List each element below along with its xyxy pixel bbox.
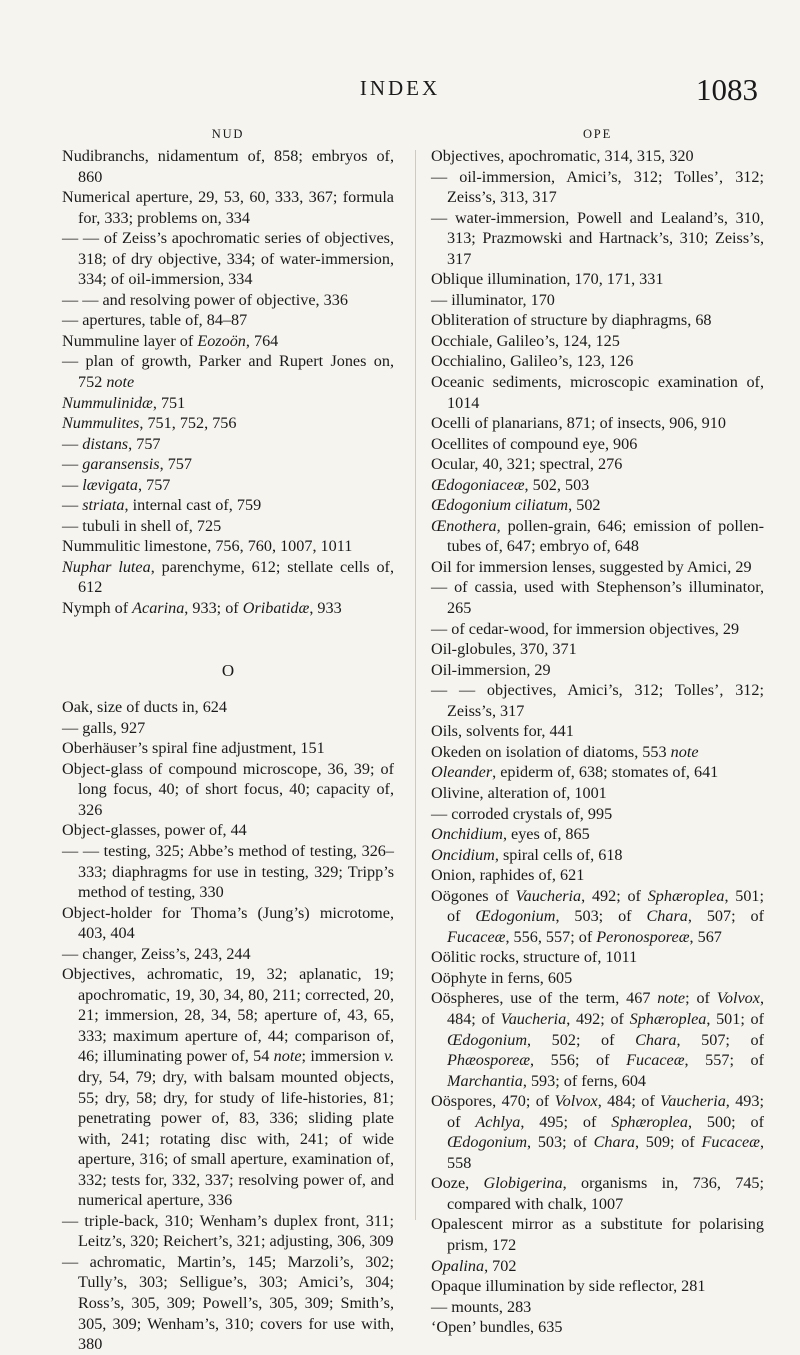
index-entry: Obliteration of structure by diaphragms, 68 [431, 311, 712, 330]
index-entry: Nymph of Acarina, 933; of Oribatidæ, 933 [62, 599, 342, 618]
index-entry: — mounts, 283 [431, 1297, 532, 1316]
index-entry: Objectives, achromatic, 19, 32; aplanatic, 19; apochromatic, 19, 30, 34, 80, 211; corrected, 20, 21; immersion, 28, 34, 58; aperture of, 43, 65, 333; maximum aperture of, 44; comparison of, 46; illuminating power of, 54 note; immersion v. dry, 54, 79; dry, with balsam mounted objects, 55; dry, 58; dry, for study of life-histories, 81; penetrating power of, 83, 336; sliding plate with, 241; rotating disc with, 241; of wide aperture, 316; of small aperture, examination of, 332; tests for, 332, 337; resolving power of, and numerical aperture, 336 [62, 965, 394, 1210]
index-entry: Oberhäuser’s spiral fine adjustment, 151 [62, 739, 325, 758]
index-entry: — — of Zeiss’s apochromatic series of objectives, 318; of dry objective, 334; of water-immersion, 334; of oil-immersion, 334 [62, 229, 394, 289]
index-entry: — galls, 927 [62, 718, 146, 737]
index-entry: — changer, Zeiss’s, 243, 244 [62, 944, 251, 963]
index-entry: Nummuline layer of Eozoön, 764 [62, 331, 279, 350]
left-column [62, 124, 394, 1355]
index-entry: Oceanic sediments, microscopic examination of, 1014 [431, 373, 764, 412]
index-entry: — — and resolving power of objective, 336 [62, 290, 348, 309]
index-entry: Ooze, Globigerina, organisms in, 736, 745; compared with chalk, 1007 [431, 1174, 765, 1213]
index-entry: Nummulinidæ, 751 [62, 393, 186, 412]
index-entry: Oölitic rocks, structure of, 1011 [431, 948, 638, 967]
left-entries-bottom [62, 697, 394, 1355]
index-entry: — of cassia, used with Stephenson’s illuminator, 265 [431, 578, 764, 618]
index-entry: Oil-immersion, 29 [431, 660, 551, 679]
index-entry: — plan of growth, Parker and Rupert Jones on, 752 note [62, 352, 394, 392]
index-entry: Oncidium, spiral cells of, 618 [431, 845, 623, 864]
index-entry: Œdogonium ciliatum, 502 [431, 496, 601, 515]
index-entry: Objectives, apochromatic, 314, 315, 320 [431, 147, 694, 165]
index-entry: — achromatic, Martin’s, 145; Marzoli’s, 302; Tully’s, 303; Selligue’s, 303; Amici’s, 304; Ross’s, 305, 309; Powell’s, 305, 309; Smith’s, 305, 309; Wenham’s, 310; covers for use with, 380 [62, 1252, 394, 1354]
right-column-head: OPE [582, 127, 612, 141]
index-entry: Oil for immersion lenses, suggested by Amici, 29 [431, 557, 752, 576]
index-entry: Œdogoniaceæ, 502, 503 [431, 475, 590, 494]
index-entry: Oöphyte in ferns, 605 [431, 968, 573, 987]
index-entry: Olivine, alteration of, 1001 [431, 783, 607, 802]
index-entry: — tubuli in shell of, 725 [62, 516, 222, 535]
index-entry: Œnothera, pollen-grain, 646; emission of pollen-tubes of, 647; embryo of, 648 [431, 516, 764, 556]
index-entry: — of cedar-wood, for immersion objectives, 29 [431, 619, 740, 638]
index-entry: — illuminator, 170 [431, 290, 555, 309]
column-divider [415, 150, 416, 1220]
index-entry: Oögones of Vaucheria, 492; of Sphæroplea, 501; of Œdogonium, 503; of Chara, 507; of Fucaceæ, 556, 557; of Peronosporeæ, 567 [431, 886, 765, 946]
index-entry: Nummulitic limestone, 756, 760, 1007, 1011 [62, 537, 353, 556]
index-entry: Occhiale, Galileo’s, 124, 125 [431, 331, 620, 350]
right-column [431, 124, 764, 1338]
left-entries-top [62, 146, 394, 619]
index-entry: Object-glasses, power of, 44 [62, 821, 247, 840]
section-letter: O [221, 660, 235, 680]
index-entry: Oblique illumination, 170, 171, 331 [431, 270, 664, 289]
index-entry: Onchidium, eyes of, 865 [431, 825, 590, 844]
index-entry: — garansensis, 757 [62, 455, 192, 474]
index-entry: Opalescent mirror as a substitute for polarising prism, 172 [431, 1215, 764, 1254]
index-entry: — striata, internal cast of, 759 [62, 496, 262, 515]
index-entry: Oak, size of ducts in, 624 [62, 698, 227, 717]
index-entry: Ocular, 40, 321; spectral, 276 [431, 455, 623, 474]
index-entry: — — testing, 325; Abbe’s method of testing, 326–333; diaphragms for use in testing, 329; Tripp’s method of testing, 330 [62, 841, 394, 902]
index-entry: — apertures, table of, 84–87 [62, 311, 248, 330]
index-entry: ‘Open’ bundles, 635 [431, 1318, 563, 1337]
index-entry: Nuphar lutea, parenchyme, 612; stellate cells of, 612 [62, 557, 394, 597]
index-entry: Opaque illumination by side reflector, 281 [431, 1277, 706, 1296]
index-entry: Oil-globules, 370, 371 [431, 640, 577, 659]
index-entry: — triple-back, 310; Wenham’s duplex front, 311; Leitz’s, 320; Reichert’s, 321; adjusting, 306, 309 [62, 1211, 394, 1251]
index-entry: — oil-immersion, Amici’s, 312; Tolles’, 312; Zeiss’s, 313, 317 [431, 167, 764, 207]
index-entry: — corroded crystals of, 995 [431, 804, 613, 823]
running-title: INDEX [359, 76, 441, 100]
index-entry: Object-holder for Thoma’s (Jung’s) microtome, 403, 404 [62, 903, 394, 943]
index-entry: Ocelli of planarians, 871; of insects, 906, 910 [431, 414, 726, 433]
index-entry: Okeden on isolation of diatoms, 553 note [431, 742, 699, 761]
index-entry: — distans, 757 [62, 434, 161, 453]
right-entries [431, 146, 764, 1338]
index-entry: — water-immersion, Powell and Lealand’s, 310, 313; Prazmowski and Hartnack’s, 310; Zeiss’s, 317 [431, 208, 764, 268]
index-entry: Numerical aperture, 29, 53, 60, 333, 367; formula for, 333; problems on, 334 [62, 188, 394, 227]
index-entry: Onion, raphides of, 621 [431, 866, 585, 885]
page-header [0, 72, 800, 112]
index-entry: Nudibranchs, nidamentum of, 858; embryos of, 860 [62, 147, 394, 186]
index-entry: Object-glass of compound microscope, 36, 39; of long focus, 40; of short focus, 40; capacity of, 326 [62, 759, 394, 819]
index-entry: Ocellites of compound eye, 906 [431, 434, 638, 453]
index-entry: — lævigata, 757 [62, 475, 171, 494]
left-column-head: NUD [211, 127, 245, 141]
page-number: 1083 [696, 72, 758, 107]
index-entry: Oöspores, 470; of Volvox, 484; of Vaucheria, 493; of Achlya, 495; of Sphæroplea, 500; of Œdogonium, 503; of Chara, 509; of Fucaceæ, 558 [431, 1092, 765, 1172]
index-entry: Oöspheres, use of the term, 467 note; of Volvox, 484; of Vaucheria, 492; of Sphæroplea, 501; of Œdogonium, 502; of Chara, 507; of Phæosporeæ, 556; of Fucaceæ, 557; of Marchantia, 593; of ferns, 604 [431, 989, 765, 1090]
index-entry: Occhialino, Galileo’s, 123, 126 [431, 352, 634, 371]
index-entry: Nummulites, 751, 752, 756 [62, 414, 237, 433]
index-entry: — — objectives, Amici’s, 312; Tolles’, 312; Zeiss’s, 317 [431, 681, 764, 720]
index-entry: Opalina, 702 [431, 1256, 517, 1275]
index-entry: Oleander, epiderm of, 638; stomates of, 641 [431, 763, 719, 782]
index-entry: Oils, solvents for, 441 [431, 722, 574, 741]
